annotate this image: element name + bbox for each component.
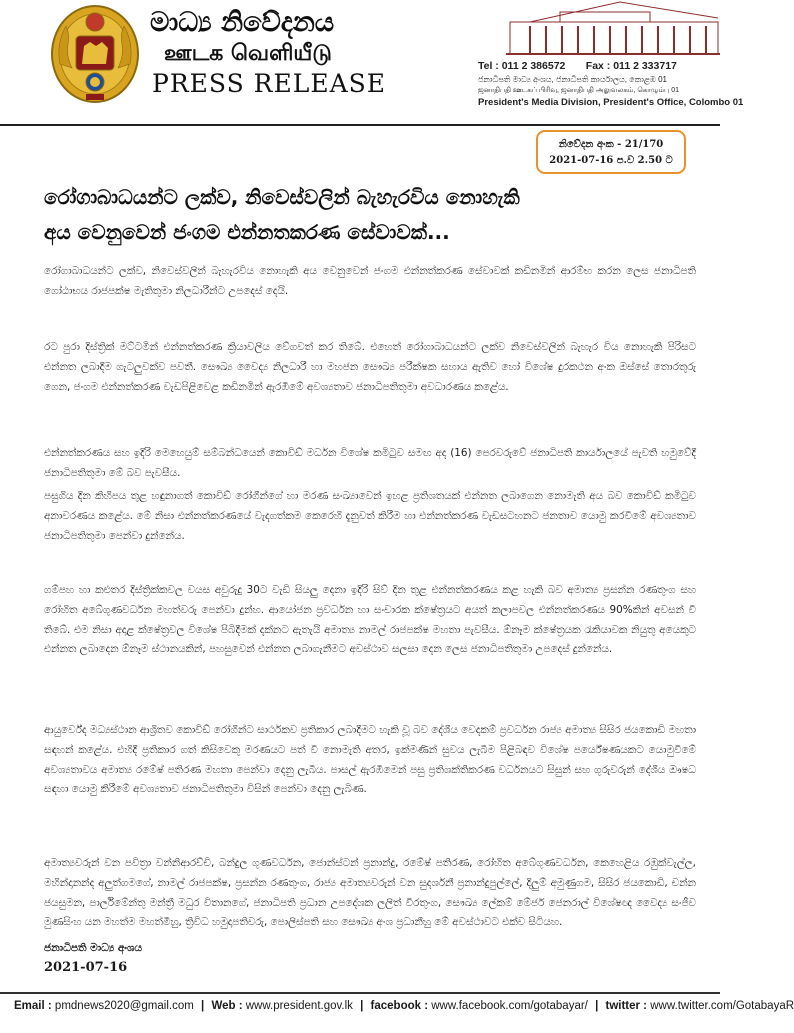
headline-line-1: රෝගාබාධයන්ට ලක්ව, නිවෙස්වලින් බැහැරවිය නොහැකි: [44, 185, 520, 209]
header-divider: [0, 124, 720, 126]
release-number: නිවේදන අංක - 21/170: [558, 139, 664, 150]
paragraph: එන්නත්කරණය සහ ඉදිරි මෙහෙයුම් සම්බන්ධයෙන් කොවිඩ් මර්ධන විශේෂ කමිටුව සමඟ අද (16) පෙරවරුවේ ජනාධිපති කාර්යාලයේ පැවති හමුවේදී ජනාධිපතිතුමා මේ බව පැවසීය.: [44, 447, 696, 479]
paragraph: ගම්පහ හා කළුතර දිස්ත්‍රික්කවල වයස අවුරුදු 30ට වැඩි සියලු දෙනා ඉදිරි සිව් දින තුළ එන්නත්කරණය කළ හැකි බව අමාත්‍ය ප්‍රසන්න රණතුංග සහ රෝහිත අබේගුණවර්ධන මහත්වරු පෙන්වා දුන්හ. ආයෝජන ප්‍රවර්ධන හා සංචාරක ක්ෂේත්‍රයට අයත් කලාපවල එන්නත්කරණය 90%කින් අවසන් වී තිබේ. එම නිසා අදාළ ක්ෂේත්‍රවල විශේෂ පිබිදීමක් දක්නට ඇතැයි අමාත්‍ය නාමල් රාජපක්ෂ මහතා පැවසීය. ඕනෑම ක්ෂේත්‍රයක රැකියාවක නියුතු අයෙකුට එන්නත ලබාදෙන ඕනෑම ස්ථානයකින්, පහසුවෙන් එන්නත ලබාගැනීමට අවස්ථාව සලසා දෙන ලෙස ජනාධිපතිතුමා උපදෙස් දුන්නේය.: [44, 584, 696, 656]
issue-date: 2021-07-16: [44, 960, 128, 975]
title-sinhala: මාධ්‍ය නිවේදනය: [150, 7, 335, 38]
telephone: Tel : 011 2 386572: [478, 60, 566, 72]
paragraph: රට පුරා දිස්ත්‍රික් මට්ටමින් එන්නත්කරණ ක්‍රියාවලිය වේගවත් කර තිබේ. එහෙත් රෝගාබාධයන්ට ලක්ව නිවෙස්වලින් බැහැර විය නොහැකි පිරිසට එන්නත ලබාදීම ගැටලුවක්ව පවතී. සෞඛ්‍ය වෛද්‍ය නිලධාරී හා මහජන සෞඛ්‍ය පරීක්ෂක සහාය ඇතිව හෝ විශේෂ දුරකථන අංක ඔස්සේ තොරතුරු ගෙන, ජංගම එන්නත්කරණ වැඩපිළිවෙළ කඩිනමින් ඇරඹීමේ අවශ්‍යතාව ජනාධිපතිතුමා අවධාරණය කළේය.: [44, 341, 696, 393]
fax: Fax : 011 2 333717: [585, 60, 677, 72]
press-release-title: [150, 6, 440, 100]
footer-separator: |: [201, 1000, 205, 1012]
email-label: Email :: [14, 1000, 52, 1012]
article-body: [44, 262, 696, 967]
headline: [44, 180, 694, 250]
title-english: PRESS RELEASE: [152, 69, 387, 98]
issuer-name: ජනාධිපති මාධ්‍ය අංශය: [44, 942, 143, 954]
headline-line-2: අය වෙනුවෙන් ජංගම එන්නතකරණ සේවාවක්...: [44, 220, 450, 244]
email-link[interactable]: pmdnews2020@gmail.com: [54, 1000, 194, 1012]
contact-details: [478, 58, 744, 110]
signature-block: [44, 938, 142, 978]
facebook-label: facebook :: [370, 1000, 429, 1012]
paragraph: අමාත්‍යවරුන් වන පවිත්‍රා වන්නිආරච්චි, බන්දුල ගුණවර්ධන, ජොන්ස්ටන් ප්‍රනාන්දු, රමේෂ් පතිරණ, රෝහිත අබේගුණවර්ධන, කෙහෙළිය රඹුක්වැල්ල, මහින්දානන්ද අලුත්ගමගේ, නාමල් රාජපක්ෂ, ප්‍රසන්න රණතුංග, රාජ්‍ය අමාත්‍යවරුන් වන සුදර්ශනී ප්‍රනාන්දුපුල්ලේ, දිලුම් අමුණුගම, සිසිර ජයකොඩි, චන්න ජයසුමන, පාර්ලිමේන්තු මන්ත්‍රී මධුර විතානගේ, ජනාධිපති ප්‍රධාන උපදේශක ලලිත් වීරතුංග, සෞඛ්‍ය ලේකම් මේජර් ජෙනරාල් විශේෂඥ වෛද්‍ය සංජීව මුණසිංහ යන මහත්ම මහත්මීහු, ත්‍රිවිධ හමුදාපතිවරු, පොලිස්පති සහ සෞඛ්‍ය අංශ ප්‍රධානීහු මේ අවස්ථාවට එක්ව සිටියහ.: [44, 857, 696, 929]
address-english: President's Media Division, President's Office, Colombo 01: [478, 97, 744, 108]
footer-contacts: [14, 996, 794, 1018]
title-tamil: ஊடக வெளியீடு: [164, 41, 332, 66]
letterhead: [0, 0, 744, 128]
paragraph: පසුගිය දින කිහිපය තුළ හඳුනාගත් කොවිඩ් රෝගීන්ගේ හා මරණ සංඛ්‍යාවෙන් ඉහළ ප්‍රතිශතයක් එන්නත ලබාගෙන නොමැති අය බව කොවිඩ් කමිටුව අනාවරණය කළේය. මේ නිසා එන්නත්කරණයේ වැදගත්කම කෙරෙහි දැනුවත් කිරීම හා එන්නත්කරණ වැඩසටහනට ජනතාව යොමු කරවීමේ අවශ්‍යතාව ජනාධිපතිතුමා පෙන්වා දුන්නේය.: [44, 490, 696, 542]
footer-separator: |: [360, 1000, 364, 1012]
footer-divider: [0, 992, 720, 994]
paragraph: රෝගාබාධයන්ට ලක්ව, නිවෙස්වලින් බැහැරවිය නොහැකි අය වෙනුවෙන් ජංගම එන්නත්කරණ සේවාවක් කඩිනමින් ආරම්භ කරන ලෙස ජනාධිපති ගෝඨාභය රාජපක්ෂ මැතිතුමා නිලධාරීන්ට උපදෙස් දෙයි.: [44, 265, 696, 297]
website-link[interactable]: www.president.gov.lk: [245, 1000, 353, 1012]
twitter-label: twitter :: [605, 1000, 648, 1012]
release-datetime: 2021-07-16 ප.ව 2.50 ට: [549, 155, 673, 166]
release-reference-box: [536, 130, 686, 174]
address-sinhala: ජනාධිපති මාධ්‍ය අංශය, ජනාධිපති කාර්යාලය, කොළඹ 01: [478, 75, 667, 84]
presidential-secretariat-building-icon: [470, 0, 720, 56]
phone-fax: [478, 58, 720, 74]
facebook-link[interactable]: www.facebook.com/gotabayar/: [431, 1000, 588, 1012]
twitter-link[interactable]: www.twitter.com/GotabayaR: [650, 1000, 794, 1012]
state-emblem-icon: [50, 4, 140, 104]
web-label: Web :: [211, 1000, 243, 1012]
footer-separator: |: [595, 1000, 599, 1012]
paragraph: ආයුර්වේද මධ්‍යස්ථාන ආශ්‍රිතව කොවිඩ් රෝගීන්ට සාර්ථකව ප්‍රතිකාර ලබාදීමට හැකි වූ බව දේශීය වෙදකම් ප්‍රවර්ධන රාජ්‍ය අමාත්‍ය සිසිර ජයකොඩි මහතා සඳහන් කළේය. එහිදී ප්‍රතිකාර ගත් කිසිවෙකු මරණයට පත් වී නොමැති අතර, ඉක්මණින් සුවය ලැබීම පිළිබඳව විශේෂ පර්යේෂණයකට යොමුවීමේ අවශ්‍යතාවය අමාත්‍ය රමේෂ් පතිරණ මහතා පෙන්වා දෙනු ලැබීය. පාසල් ඇරඹීමෙන් පසු ප්‍රතිශක්තිකරණ වර්ධනයට සිසුන් සහ ගුරුවරුන් දේශීය ඖෂධ සඳහා යොමු කිරීමේ අවශ්‍යතාව ජනාධිපතිතුමා විසින් පෙන්වා දෙනු ලැබිණ.: [44, 724, 696, 796]
address-tamil: ஜனாதிபதி ஊடகப் பிரிவு, ஜனாதிபதி அலுவலகம், கொழும்பு 01: [478, 87, 679, 94]
